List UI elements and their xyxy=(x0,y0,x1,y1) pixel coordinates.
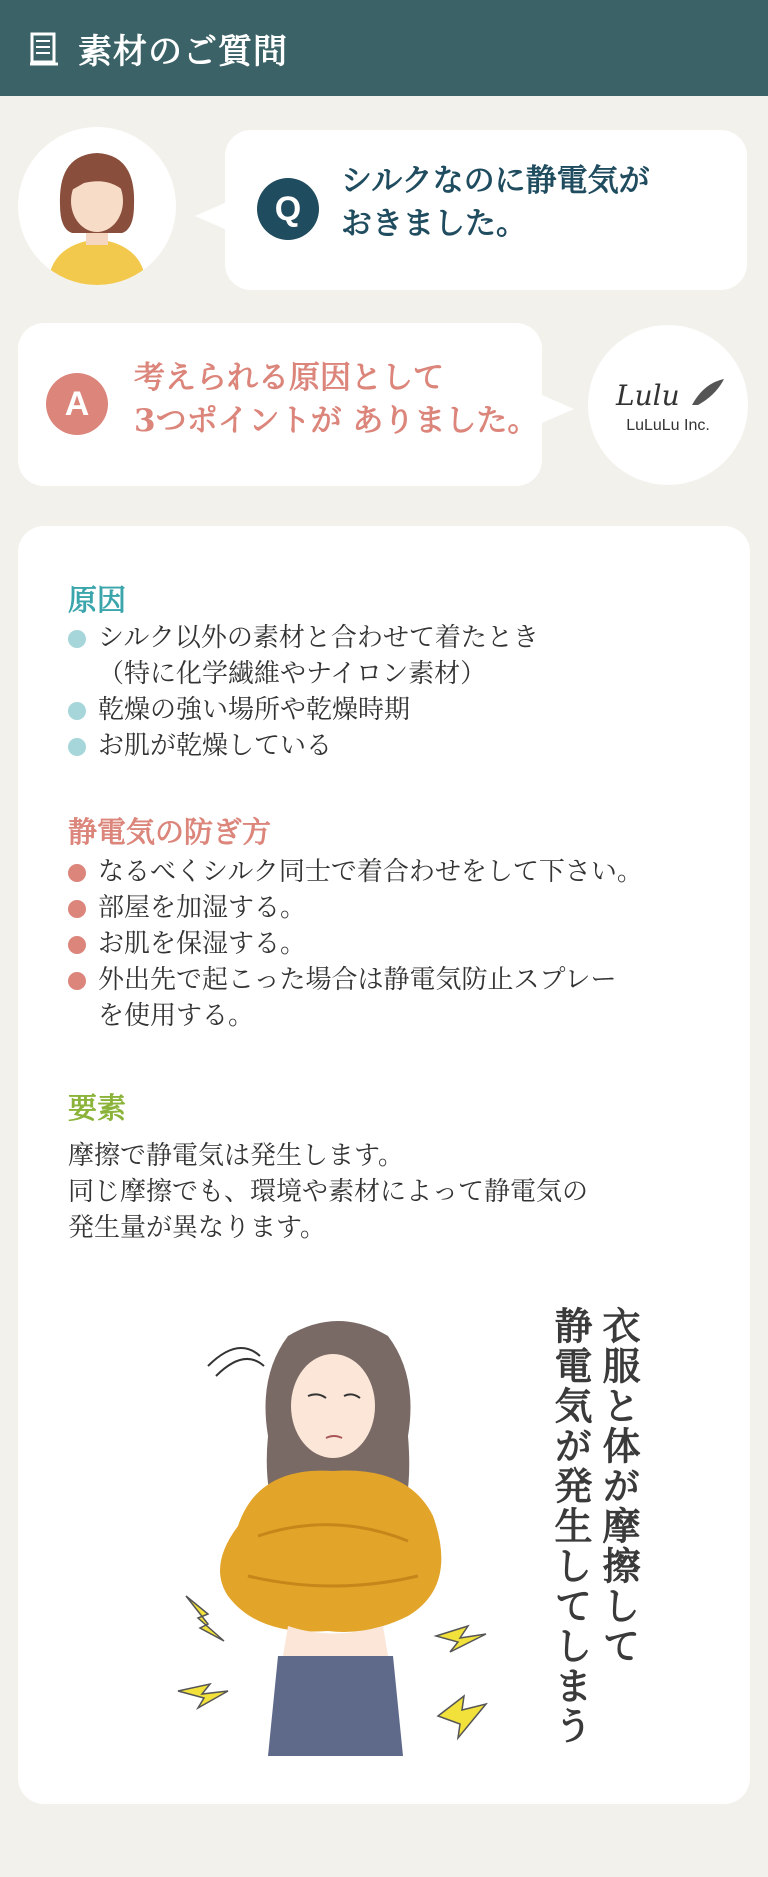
bullet-icon xyxy=(68,936,86,954)
cause-list xyxy=(68,620,539,764)
element-text: 摩擦で静電気は発生します。 同じ摩擦でも、環境や素材によって静電気の 発生量が異なります。 xyxy=(68,1141,589,1243)
question-text: シルクなのに静電気が おきました。 xyxy=(341,163,650,242)
bullet-icon xyxy=(68,972,86,990)
feather-icon xyxy=(608,375,728,415)
brand-logo xyxy=(588,325,748,485)
page-title: 素材のご質問 xyxy=(78,31,288,72)
answer-badge: A xyxy=(46,373,108,435)
list-item: 外出先で起こった場合は静電気防止スプレー xyxy=(68,962,643,998)
list-item: （特に化学繊維やナイロン素材） xyxy=(98,659,487,689)
element-title: 要素 xyxy=(68,1091,127,1125)
static-illustration xyxy=(168,1296,548,1756)
bullet-icon xyxy=(68,738,86,756)
list-item: を使用する。 xyxy=(98,1001,255,1031)
illustration-caption: 衣服と体が摩擦して 静電気が発生してしまう xyxy=(548,1306,641,1746)
bullet-icon xyxy=(68,900,86,918)
customer-avatar xyxy=(18,127,176,285)
page-header xyxy=(0,0,768,96)
bullet-icon xyxy=(68,702,86,720)
answer-text: 考えられる原因として 3つポイントが ありました。 xyxy=(134,360,539,439)
bullet-icon xyxy=(68,864,86,882)
bullet-icon xyxy=(68,630,86,648)
list-item: お肌を保湿する。 xyxy=(68,926,643,962)
prevention-title: 静電気の防ぎ方 xyxy=(68,815,272,849)
brand-name: LuLuLu Inc. xyxy=(626,417,710,434)
book-icon xyxy=(26,28,62,68)
brand-script: Lulu xyxy=(616,379,680,412)
list-item: 部屋を加湿する。 xyxy=(68,890,643,926)
content-card xyxy=(18,526,750,1804)
cause-title: 原因 xyxy=(68,583,127,617)
question-bubble xyxy=(225,130,747,290)
list-item: なるべくシルク同士で着合わせをして下さい。 xyxy=(68,854,643,890)
list-item: お肌が乾燥している xyxy=(68,728,539,764)
answer-bubble xyxy=(18,323,542,486)
prevention-list xyxy=(68,854,643,1034)
list-item: 乾燥の強い場所や乾燥時期 xyxy=(68,692,539,728)
question-badge: Q xyxy=(257,178,319,240)
list-item: シルク以外の素材と合わせて着たとき xyxy=(68,620,539,656)
